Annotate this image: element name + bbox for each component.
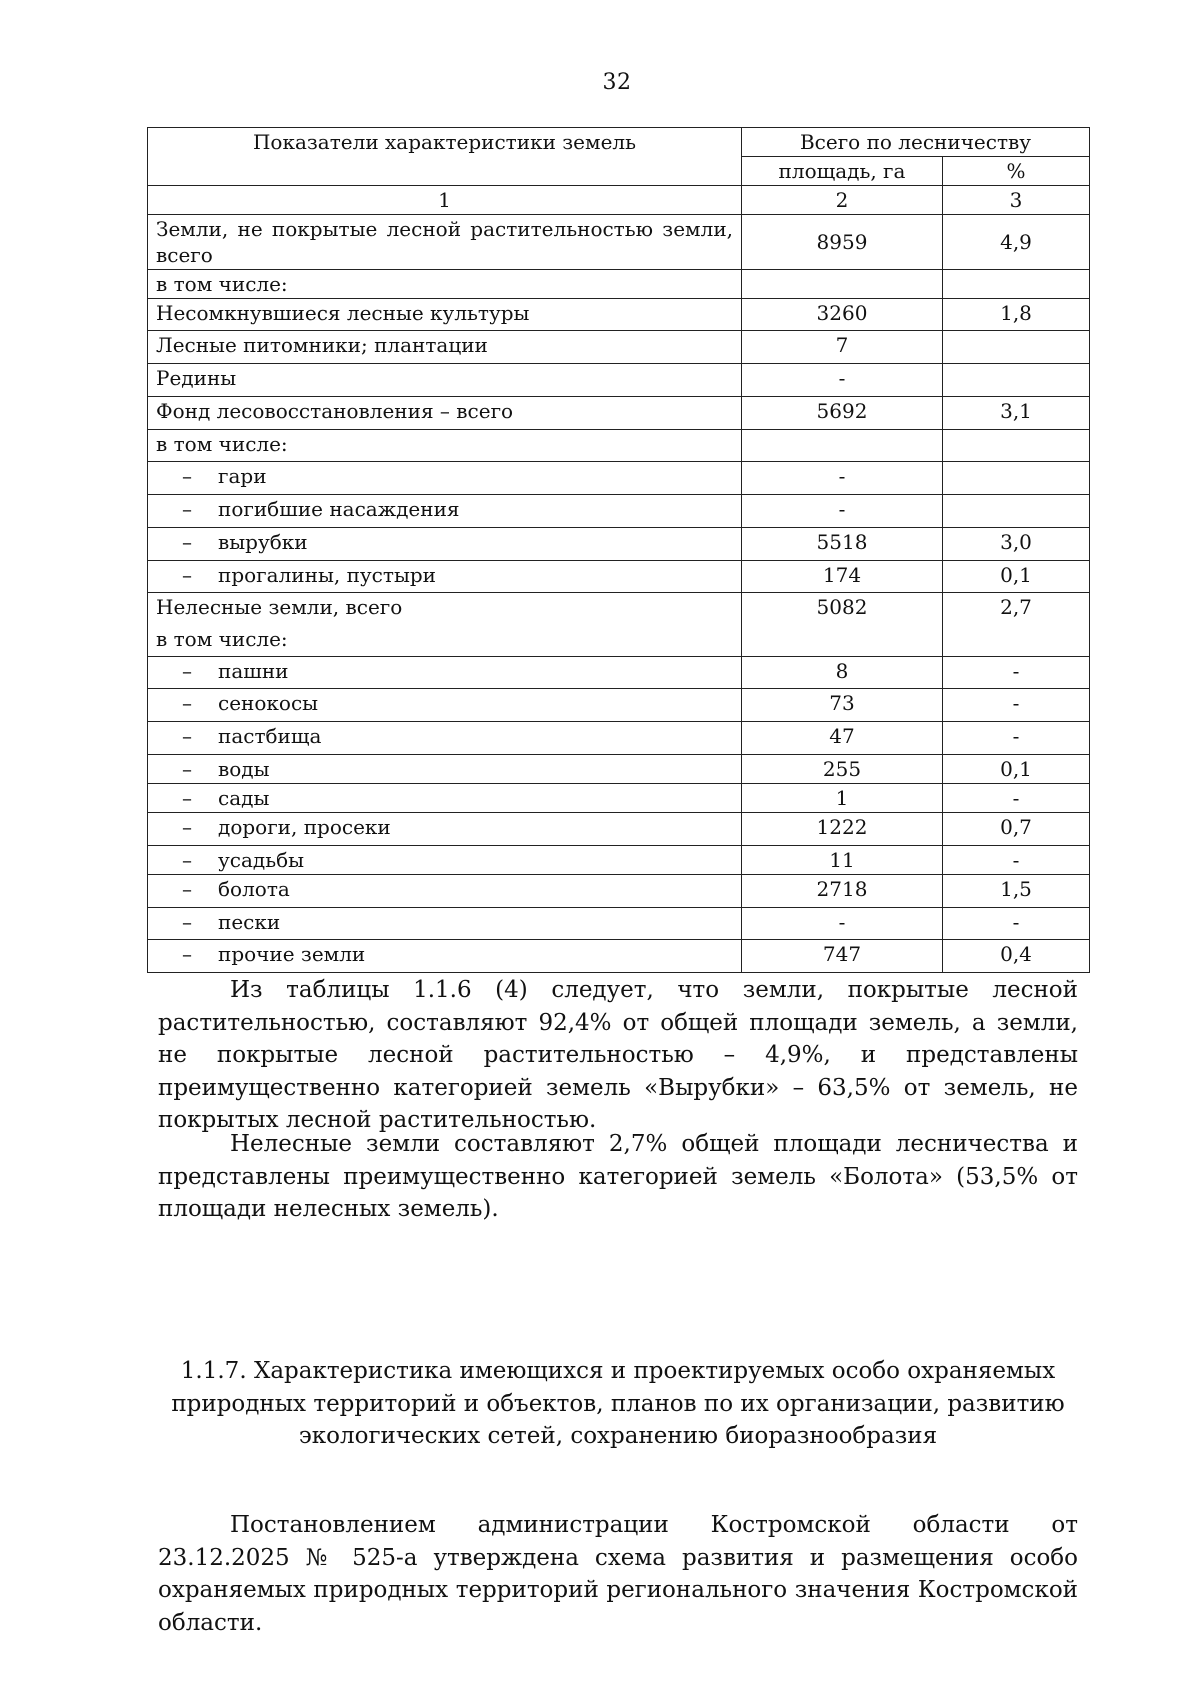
table-row	[148, 495, 1090, 528]
row-percent-value: -	[943, 784, 1090, 813]
table-row	[148, 364, 1090, 397]
row-label	[148, 528, 742, 561]
row-area-value: 11	[742, 846, 943, 875]
table-row	[148, 689, 1090, 722]
list-dash: –	[182, 659, 192, 683]
row-percent-value: 0,7	[943, 813, 1090, 846]
list-dash: –	[182, 563, 192, 587]
row-label-text: Нелесные земли, всего	[156, 595, 403, 619]
row-label-text: прочие земли	[218, 942, 366, 966]
row-area-value: -	[742, 364, 943, 397]
row-percent-value	[943, 462, 1090, 495]
table-row	[148, 875, 1090, 908]
row-percent-value: -	[943, 846, 1090, 875]
row-area-value: 5082	[742, 593, 943, 657]
list-dash: –	[182, 786, 192, 810]
row-label: в том числе:	[148, 430, 742, 462]
row-percent-value: 0,1	[943, 755, 1090, 784]
table-row	[148, 331, 1090, 364]
table-row	[148, 397, 1090, 430]
table-row	[148, 270, 1090, 299]
row-percent-value: 4,9	[943, 215, 1090, 270]
row-percent-value: -	[943, 722, 1090, 755]
row-percent-value: 0,1	[943, 561, 1090, 593]
row-area-value: 174	[742, 561, 943, 593]
row-label-text: сады	[218, 786, 270, 810]
row-label	[148, 755, 742, 784]
row-area-value: 5518	[742, 528, 943, 561]
list-dash: –	[182, 691, 192, 715]
list-dash: –	[182, 530, 192, 554]
row-percent-value: 3,0	[943, 528, 1090, 561]
row-label	[148, 593, 742, 657]
table-row	[148, 908, 1090, 940]
table-row	[148, 215, 1090, 270]
row-label	[148, 875, 742, 908]
row-area-value: -	[742, 908, 943, 940]
table-row	[148, 430, 1090, 462]
table-row	[148, 657, 1090, 689]
row-label: Лесные питомники; плантации	[148, 331, 742, 364]
row-label-text: сенокосы	[218, 691, 319, 715]
list-dash: –	[182, 724, 192, 748]
row-label	[148, 689, 742, 722]
table-header-row	[148, 128, 1090, 157]
header-indicator: Показатели характеристики земель	[148, 128, 742, 186]
row-area-value: 8959	[742, 215, 943, 270]
header-total: Всего по лесничеству	[742, 128, 1090, 157]
list-dash: –	[182, 910, 192, 934]
table-row	[148, 561, 1090, 593]
row-percent-value: 3,1	[943, 397, 1090, 430]
list-dash: –	[182, 848, 192, 872]
row-label-text: дороги, просеки	[218, 815, 391, 839]
land-characteristics-table	[147, 127, 1090, 973]
section-heading: 1.1.7. Характеристика имеющихся и проектируемых особо охраняемых природных территорий и объектов, планов по их организации, развитию экологических сетей, сохранению биоразнообразия	[171, 1358, 1065, 1449]
row-label-text: прогалины, пустыри	[218, 563, 436, 587]
row-label: Редины	[148, 364, 742, 397]
header-area: площадь, га	[742, 157, 943, 186]
column-number: 3	[943, 186, 1090, 215]
row-percent-value: 1,5	[943, 875, 1090, 908]
list-dash: –	[182, 815, 192, 839]
row-label	[148, 657, 742, 689]
table-row	[148, 755, 1090, 784]
row-label	[148, 813, 742, 846]
paragraph-nonforest-summary: Нелесные земли составляют 2,7% общей площади лесничества и представлены преимущественно категорией земель «Болота» (53,5% от площади нелесных земель).	[158, 1131, 1078, 1222]
row-percent-value: -	[943, 689, 1090, 722]
row-area-value: 747	[742, 940, 943, 973]
row-area-value: 73	[742, 689, 943, 722]
row-percent-value	[943, 331, 1090, 364]
row-label	[148, 784, 742, 813]
row-label-text: вырубки	[218, 530, 308, 554]
row-area-value: 1222	[742, 813, 943, 846]
row-area-value: -	[742, 462, 943, 495]
row-label-text: пашни	[218, 659, 289, 683]
table-body	[148, 215, 1090, 973]
row-area-value	[742, 430, 943, 462]
row-label: в том числе:	[148, 270, 742, 299]
row-label	[148, 908, 742, 940]
row-label-text: погибшие насаждения	[218, 497, 460, 521]
table-row	[148, 462, 1090, 495]
paragraph-resolution: Постановлением администрации Костромской области от 23.12.2025 № 525-а утверждена схема развития и размещения особо охраняемых природных территорий регионального значения Костромской области.	[158, 1512, 1078, 1636]
row-label	[148, 462, 742, 495]
row-percent-value: 2,7	[943, 593, 1090, 657]
row-label	[148, 722, 742, 755]
row-area-value	[742, 270, 943, 299]
row-percent-value: 0,4	[943, 940, 1090, 973]
column-number: 2	[742, 186, 943, 215]
table-row	[148, 940, 1090, 973]
row-percent-value	[943, 364, 1090, 397]
row-area-value: 7	[742, 331, 943, 364]
table-row	[148, 813, 1090, 846]
row-percent-value	[943, 430, 1090, 462]
table-row	[148, 299, 1090, 331]
row-label: Несомкнувшиеся лесные культуры	[148, 299, 742, 331]
page-number: 32	[602, 70, 632, 95]
table-row	[148, 722, 1090, 755]
row-label-text: пески	[218, 910, 281, 934]
column-number-row	[148, 186, 1090, 215]
row-label	[148, 846, 742, 875]
row-label-text: гари	[218, 464, 267, 488]
row-area-value: 3260	[742, 299, 943, 331]
row-area-value: 8	[742, 657, 943, 689]
row-percent-value	[943, 495, 1090, 528]
row-area-value: 1	[742, 784, 943, 813]
row-area-value: 5692	[742, 397, 943, 430]
row-percent-value	[943, 270, 1090, 299]
list-dash: –	[182, 877, 192, 901]
row-label-subtext: в том числе:	[156, 627, 288, 651]
row-label	[148, 940, 742, 973]
list-dash: –	[182, 757, 192, 781]
column-number: 1	[148, 186, 742, 215]
table-row	[148, 593, 1090, 657]
table-row	[148, 528, 1090, 561]
row-label: Земли, не покрытые лесной растительностью земли, всего	[148, 215, 742, 270]
row-area-value: -	[742, 495, 943, 528]
table-row	[148, 784, 1090, 813]
list-dash: –	[182, 942, 192, 966]
row-area-value: 47	[742, 722, 943, 755]
row-label	[148, 561, 742, 593]
row-label-text: пастбища	[218, 724, 322, 748]
row-label-text: воды	[218, 757, 270, 781]
row-percent-value: -	[943, 908, 1090, 940]
table-row	[148, 846, 1090, 875]
row-label: Фонд лесовосстановления – всего	[148, 397, 742, 430]
row-percent-value: 1,8	[943, 299, 1090, 331]
paragraph-table-summary: Из таблицы 1.1.6 (4) следует, что земли, покрытые лесной растительностью, составляют 92,4% от общей площади земель, а земли, не покрытые лесной растительностью – 4,9%, и представлены преимущественно категорией земель «Вырубки» – 63,5% от земель, не покрытых лесной растительностью.	[158, 977, 1078, 1133]
list-dash: –	[182, 464, 192, 488]
header-percent: %	[943, 157, 1090, 186]
list-dash: –	[182, 497, 192, 521]
row-label	[148, 495, 742, 528]
row-area-value: 255	[742, 755, 943, 784]
row-label-text: болота	[218, 877, 290, 901]
row-label-text: усадьбы	[218, 848, 305, 872]
row-percent-value: -	[943, 657, 1090, 689]
row-area-value: 2718	[742, 875, 943, 908]
